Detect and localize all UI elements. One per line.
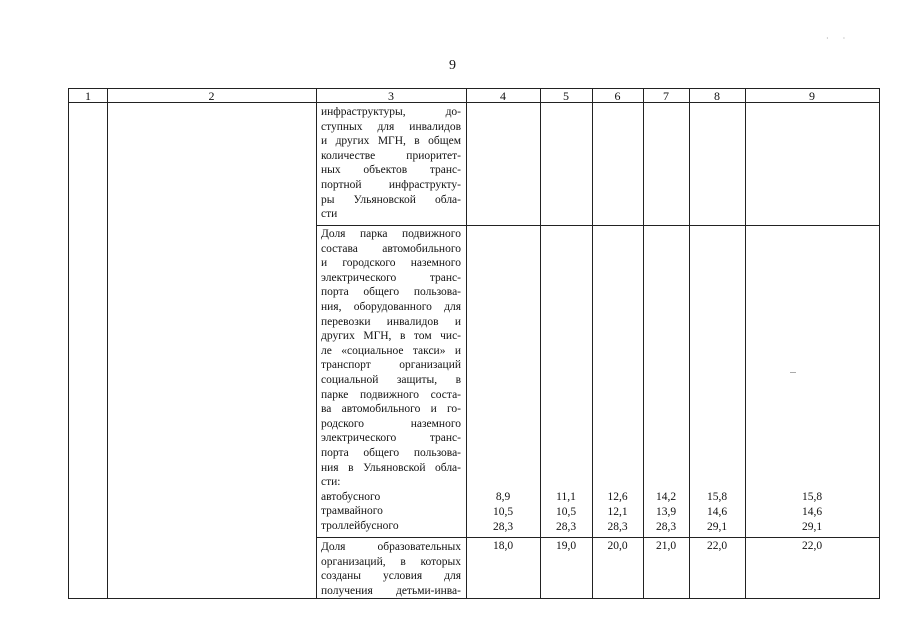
- text-line: ступных для инвалидов: [321, 120, 461, 133]
- value-cell: 12,6: [607, 491, 628, 503]
- header-col-2: 2: [208, 89, 215, 103]
- value-cell: 15,8: [706, 491, 728, 503]
- text-line: порта общего пользова-: [321, 446, 461, 459]
- scan-speck: · ·: [826, 34, 852, 43]
- value-cell: 18,0: [492, 540, 514, 552]
- text-line: других МГН, в том чис-: [321, 330, 461, 343]
- header-col-9: 9: [809, 89, 815, 103]
- value-cell: 8,9: [495, 491, 511, 503]
- indicator-text-education: [321, 540, 461, 598]
- value-cell: 14,6: [801, 506, 823, 518]
- text-line: состава автомобильного: [321, 242, 461, 255]
- text-line: организаций, в которых: [321, 555, 461, 568]
- transport-row-label: трамвайного: [321, 505, 383, 518]
- text-line: социальной защиты, в: [321, 373, 461, 386]
- header-col-5: 5: [563, 89, 569, 103]
- col-divider: [316, 89, 317, 598]
- value-cell: 28,3: [555, 521, 577, 533]
- text-line: сти: [321, 208, 338, 221]
- value-cell: 22,0: [801, 540, 823, 552]
- header-col-8: 8: [714, 89, 720, 103]
- value-cell: 21,0: [655, 540, 677, 552]
- text-line: парке подвижного соста-: [321, 388, 461, 401]
- text-line: ле «социальное такси» и: [321, 344, 461, 357]
- col-divider: [107, 89, 108, 598]
- row-rule: [316, 225, 879, 226]
- text-line: инфраструктуры, до-: [321, 106, 461, 118]
- value-cell: 22,0: [706, 540, 728, 552]
- transport-row-label: троллейбусного: [321, 519, 399, 532]
- text-line: ры Ульяновской обла-: [321, 193, 461, 206]
- value-cell: 10,5: [492, 506, 514, 518]
- value-cell: 10,5: [555, 506, 577, 518]
- data-table: [68, 88, 880, 599]
- value-cell: 28,3: [655, 521, 677, 533]
- text-line: портной инфраструкту-: [321, 178, 461, 191]
- value-cell: 19,0: [555, 540, 577, 552]
- row-rule: [316, 537, 879, 538]
- header-col-1: 1: [85, 89, 91, 103]
- value-cell: 29,1: [706, 521, 728, 533]
- value-cell: 28,3: [607, 521, 628, 533]
- text-line: родского наземного: [321, 417, 461, 430]
- text-line: ния в Ульяновской обла-: [321, 461, 461, 474]
- text-line: ных объектов транс-: [321, 164, 461, 177]
- value-cell: 29,1: [801, 521, 823, 533]
- value-cell: 14,6: [706, 506, 728, 518]
- header-col-6: 6: [614, 89, 621, 103]
- text-line: Доля парка подвижного: [321, 228, 461, 240]
- value-cell: 12,1: [607, 506, 628, 518]
- text-line: сти:: [321, 476, 341, 489]
- value-cell: 13,9: [655, 506, 677, 518]
- text-line: и других МГН, в общем: [321, 135, 461, 148]
- text-line: и городского наземного: [321, 257, 461, 270]
- value-cell: 20,0: [607, 540, 628, 552]
- value-cell: 11,1: [556, 491, 576, 503]
- text-line: порта общего пользова-: [321, 286, 461, 299]
- value-cell: 15,8: [801, 491, 823, 503]
- value-cell: 28,3: [492, 521, 514, 533]
- text-line: ния, оборудованного для: [321, 300, 461, 313]
- header-col-4: 4: [500, 89, 506, 103]
- header-col-3: 3: [388, 89, 394, 103]
- text-line: ва автомобильного и го-: [321, 403, 461, 416]
- text-line: получения детьми-инва-: [321, 584, 461, 597]
- indicator-text-infrastructure: [321, 105, 461, 222]
- text-line: электрического транс-: [321, 271, 461, 284]
- text-line: количестве приоритет-: [321, 149, 461, 162]
- transport-row-label: автобусного: [321, 490, 381, 503]
- page-number: 9: [449, 58, 456, 73]
- text-line: транспорт организаций: [321, 359, 461, 372]
- value-cell: 14,2: [655, 491, 677, 503]
- text-line: электрического транс-: [321, 432, 461, 445]
- text-line: перевозки инвалидов и: [321, 315, 461, 328]
- text-line: Доля образовательных: [321, 541, 461, 553]
- header-col-7: 7: [663, 89, 669, 103]
- text-line: созданы условия для: [321, 570, 461, 583]
- indicator-text-transport: [321, 227, 461, 533]
